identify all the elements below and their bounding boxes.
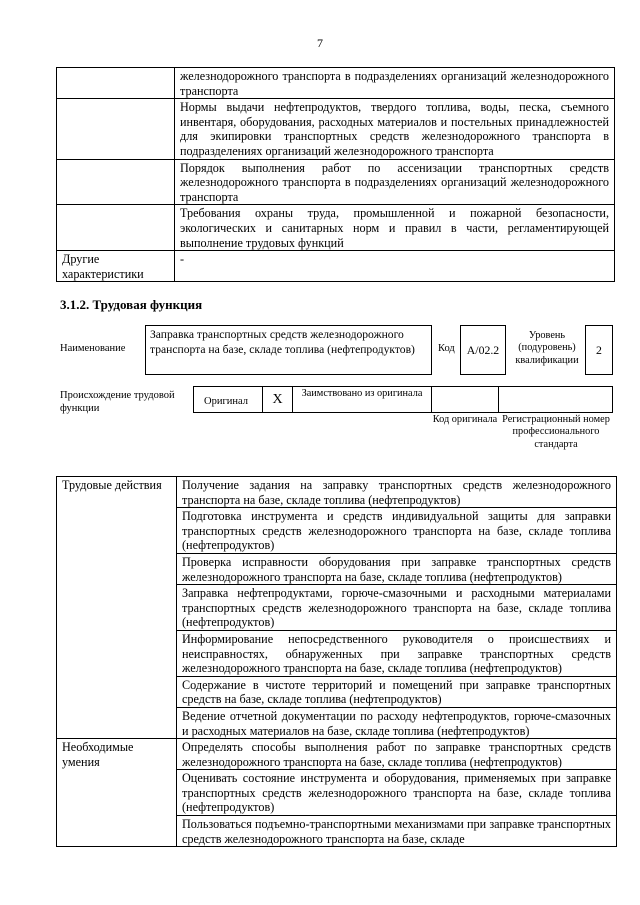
level-label: Уровень (подуровень) квалификации xyxy=(515,330,579,366)
group-label: Необходимые умения xyxy=(57,739,177,847)
list-item: Содержание в чистоте территорий и помещений при заправке транспортных средств на базе, складе топлива (нефтепродуктов) xyxy=(177,676,617,707)
top-table xyxy=(56,67,615,282)
row-label xyxy=(57,99,175,159)
list-item: Оценивать состояние инструмента и оборудования, применяемых при заправке транспортных средств железнодорожного транспорта на базе, складе топлива (нефтепродуктов) xyxy=(177,770,617,816)
row-label xyxy=(57,159,175,205)
code-original-cell xyxy=(431,386,499,413)
code-label: Код xyxy=(438,343,455,354)
row-text: Нормы выдачи нефтепродуктов, твердого топлива, воды, песка, съемного инвентаря, оборудования, расходных материалов и постельных принадлежностей для экипировки транспортных средств железнодорожного транспорта в подразделениях организаций железнодорожного транспорта xyxy=(175,99,615,159)
table-row xyxy=(57,251,615,282)
reg-number-cell xyxy=(498,386,613,413)
name-label: Наименование xyxy=(60,343,126,354)
list-item: Пользоваться подъемно-транспортными механизмами при заправке транспортных средств железнодорожного транспорта на базе, складе xyxy=(177,816,617,847)
original-label: Оригинал xyxy=(193,386,263,413)
origin-label: Происхождение трудовой функции xyxy=(60,390,175,414)
table-row xyxy=(57,68,615,99)
function-code: А/02.2 xyxy=(460,325,506,375)
level-value: 2 xyxy=(585,325,613,375)
group-label: Трудовые действия xyxy=(57,477,177,739)
row-label xyxy=(57,205,175,251)
function-name: Заправка транспортных средств железнодорожного транспорта на базе, складе топлива (нефтепродуктов) xyxy=(145,325,432,375)
function-details-table xyxy=(56,476,617,847)
table-row xyxy=(57,477,617,508)
table-row xyxy=(57,739,617,770)
list-item: Проверка исправности оборудования при заправке транспортных средств железнодорожного транспорта на базе, складе топлива (нефтепродуктов) xyxy=(177,553,617,584)
table-row xyxy=(57,99,615,159)
row-text: железнодорожного транспорта в подразделениях организаций железнодорожного транспорта xyxy=(175,68,615,99)
row-label xyxy=(57,68,175,99)
original-mark: X xyxy=(262,386,293,413)
row-text: Порядок выполнения работ по ассенизации транспортных средств железнодорожного транспорта в подразделениях организаций железнодорожного транспорта xyxy=(175,159,615,205)
list-item: Подготовка инструмента и средств индивидуальной защиты для заправки транспортных средств железнодорожного транспорта на базе, складе топлива (нефтепродуктов) xyxy=(177,508,617,554)
list-item: Получение задания на заправку транспортных средств железнодорожного транспорта на базе, складе топлива (нефтепродуктов) xyxy=(177,477,617,508)
code-original-caption: Код оригинала xyxy=(432,414,498,425)
row-text: - xyxy=(175,251,615,282)
list-item: Информирование непосредственного руководителя о происшествиях и неисправностях, обнаруженных при заправке транспортных средств железнодорожного транспорта на базе, складе топлива (нефтепродуктов) xyxy=(177,630,617,676)
section-title: 3.1.2. Трудовая функция xyxy=(60,297,203,312)
table-row xyxy=(57,205,615,251)
list-item: Ведение отчетной документации по расходу нефтепродуктов, горюче-смазочных и расходных материалов на базе, складе топлива (нефтепродуктов) xyxy=(177,707,617,738)
reg-number-caption: Регистрационный номер профессионального стандарта xyxy=(502,414,610,450)
row-text: Требования охраны труда, промышленной и пожарной безопасности, экологических и санитарных норм и правил в части, регламентирующей выполнение трудовых функций xyxy=(175,205,615,251)
table-row xyxy=(57,159,615,205)
row-label: Другие характеристики xyxy=(57,251,175,282)
list-item: Заправка нефтепродуктами, горюче-смазочными и расходными материалами транспортных средств железнодорожного транспорта на базе, складе топлива (нефтепродуктов) xyxy=(177,585,617,631)
list-item: Определять способы выполнения работ по заправке транспортных средств железнодорожного транспорта на базе, складе топлива (нефтепродуктов) xyxy=(177,739,617,770)
borrowed-label: Заимствовано из оригинала xyxy=(292,386,432,413)
page-number: 7 xyxy=(317,36,323,50)
